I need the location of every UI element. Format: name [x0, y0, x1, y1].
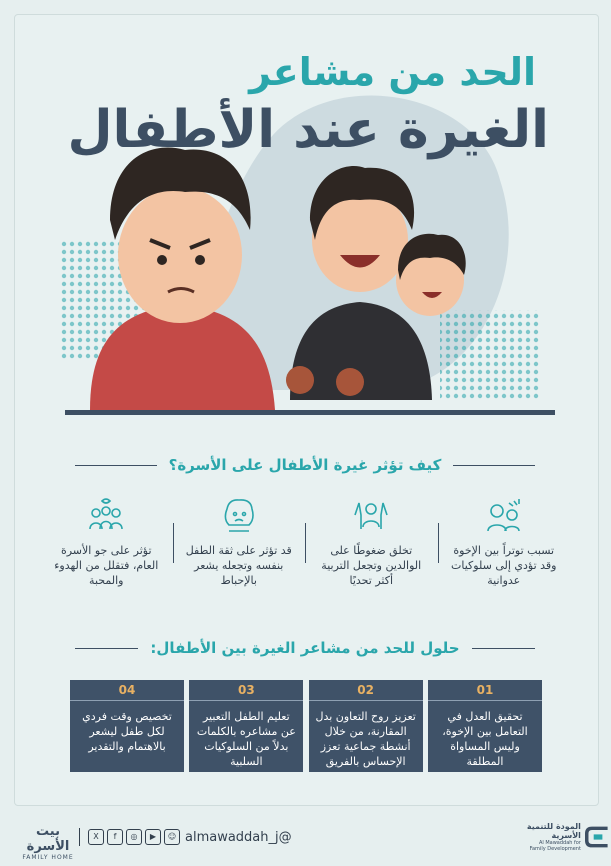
divider-line [472, 648, 535, 649]
effects-heading-row [75, 452, 535, 478]
effect-text: تخلق ضغوطًا على الوالدين وتجعل التربية أكثر تحديًا [321, 544, 422, 587]
card-text: تعزيز روح التعاون بدل المقارنة، من خلال أنشطة جماعية تعزز الإحساس بالفريق [315, 710, 416, 768]
card-number: 02 [309, 680, 423, 701]
solutions-heading-row [75, 635, 535, 661]
effect-item [173, 495, 306, 605]
effects-list [40, 495, 570, 605]
card-number: 03 [189, 680, 303, 701]
frustrated-face-icon [219, 495, 259, 535]
mawaddah-mark-icon [585, 823, 611, 851]
effect-item [438, 495, 571, 605]
mawaddah-logo-text [506, 822, 581, 852]
mawaddah-logo-ar: المودة للتنمية الأسرية [526, 822, 581, 840]
social-icons [88, 829, 180, 845]
effects-heading: كيف تؤثر غيرة الأطفال على الأسرة؟ [168, 456, 442, 474]
card-text: تعليم الطفل التعبير عن مشاعره بالكلمات بدلاً من السلوكيات السلبية [196, 710, 296, 768]
solution-card [70, 680, 184, 772]
family-icon [86, 495, 126, 535]
footer [0, 812, 611, 866]
kids-conflict-icon [484, 495, 524, 535]
youtube-icon[interactable]: ▶ [145, 829, 161, 845]
effect-item [305, 495, 438, 605]
effect-item [40, 495, 173, 605]
solutions-heading: حلول للحد من مشاعر الغيرة بين الأطفال: [150, 639, 460, 657]
family-home-logo-en: FAMILY HOME [22, 854, 74, 861]
card-number: 01 [428, 680, 542, 701]
family-home-logo-ar: بيت الأسرة [26, 824, 70, 854]
effect-text: قد تؤثر على ثقة الطفل بنفسه وتجعله يشعر بالإحباط [185, 544, 292, 587]
instagram-icon[interactable]: ◎ [126, 829, 142, 845]
solution-card [189, 680, 303, 772]
solutions-cards [70, 680, 542, 772]
family-home-logo [22, 824, 74, 861]
snapchat-icon[interactable]: ☺ [164, 829, 180, 845]
effect-text: تسبب توتراً بين الإخوة وقد تؤدي إلى سلوكيات عدوانية [451, 544, 557, 587]
divider-line [75, 465, 157, 466]
social-handle[interactable]: almawaddah_j@ [185, 830, 292, 845]
raised-hands-icon [351, 495, 391, 535]
x-icon[interactable]: X [88, 829, 104, 845]
card-text: تخصيص وقت فردي لكل طفل ليشعر بالاهتمام والتقدير [82, 710, 172, 753]
solution-card [309, 680, 423, 772]
card-number: 04 [70, 680, 184, 701]
card-text: تحقيق العدل في التعامل بين الإخوة، وليس المساواة المطلقة [442, 710, 528, 768]
divider-line [75, 648, 138, 649]
title-line-1: الحد من مشاعر [249, 50, 536, 94]
footer-separator [79, 828, 80, 846]
facebook-icon[interactable]: f [107, 829, 123, 845]
mawaddah-logo-en1: Al Mawaddah for [538, 840, 581, 846]
title-line-2: الغيرة عند الأطفال [67, 100, 549, 160]
solution-card [428, 680, 542, 772]
effect-text: تؤثر على جو الأسرة العام، فتقلل من الهدوء والمحبة [54, 544, 159, 587]
mawaddah-logo [506, 822, 611, 852]
divider-line [453, 465, 535, 466]
mawaddah-logo-en2: Family Development [529, 846, 581, 852]
